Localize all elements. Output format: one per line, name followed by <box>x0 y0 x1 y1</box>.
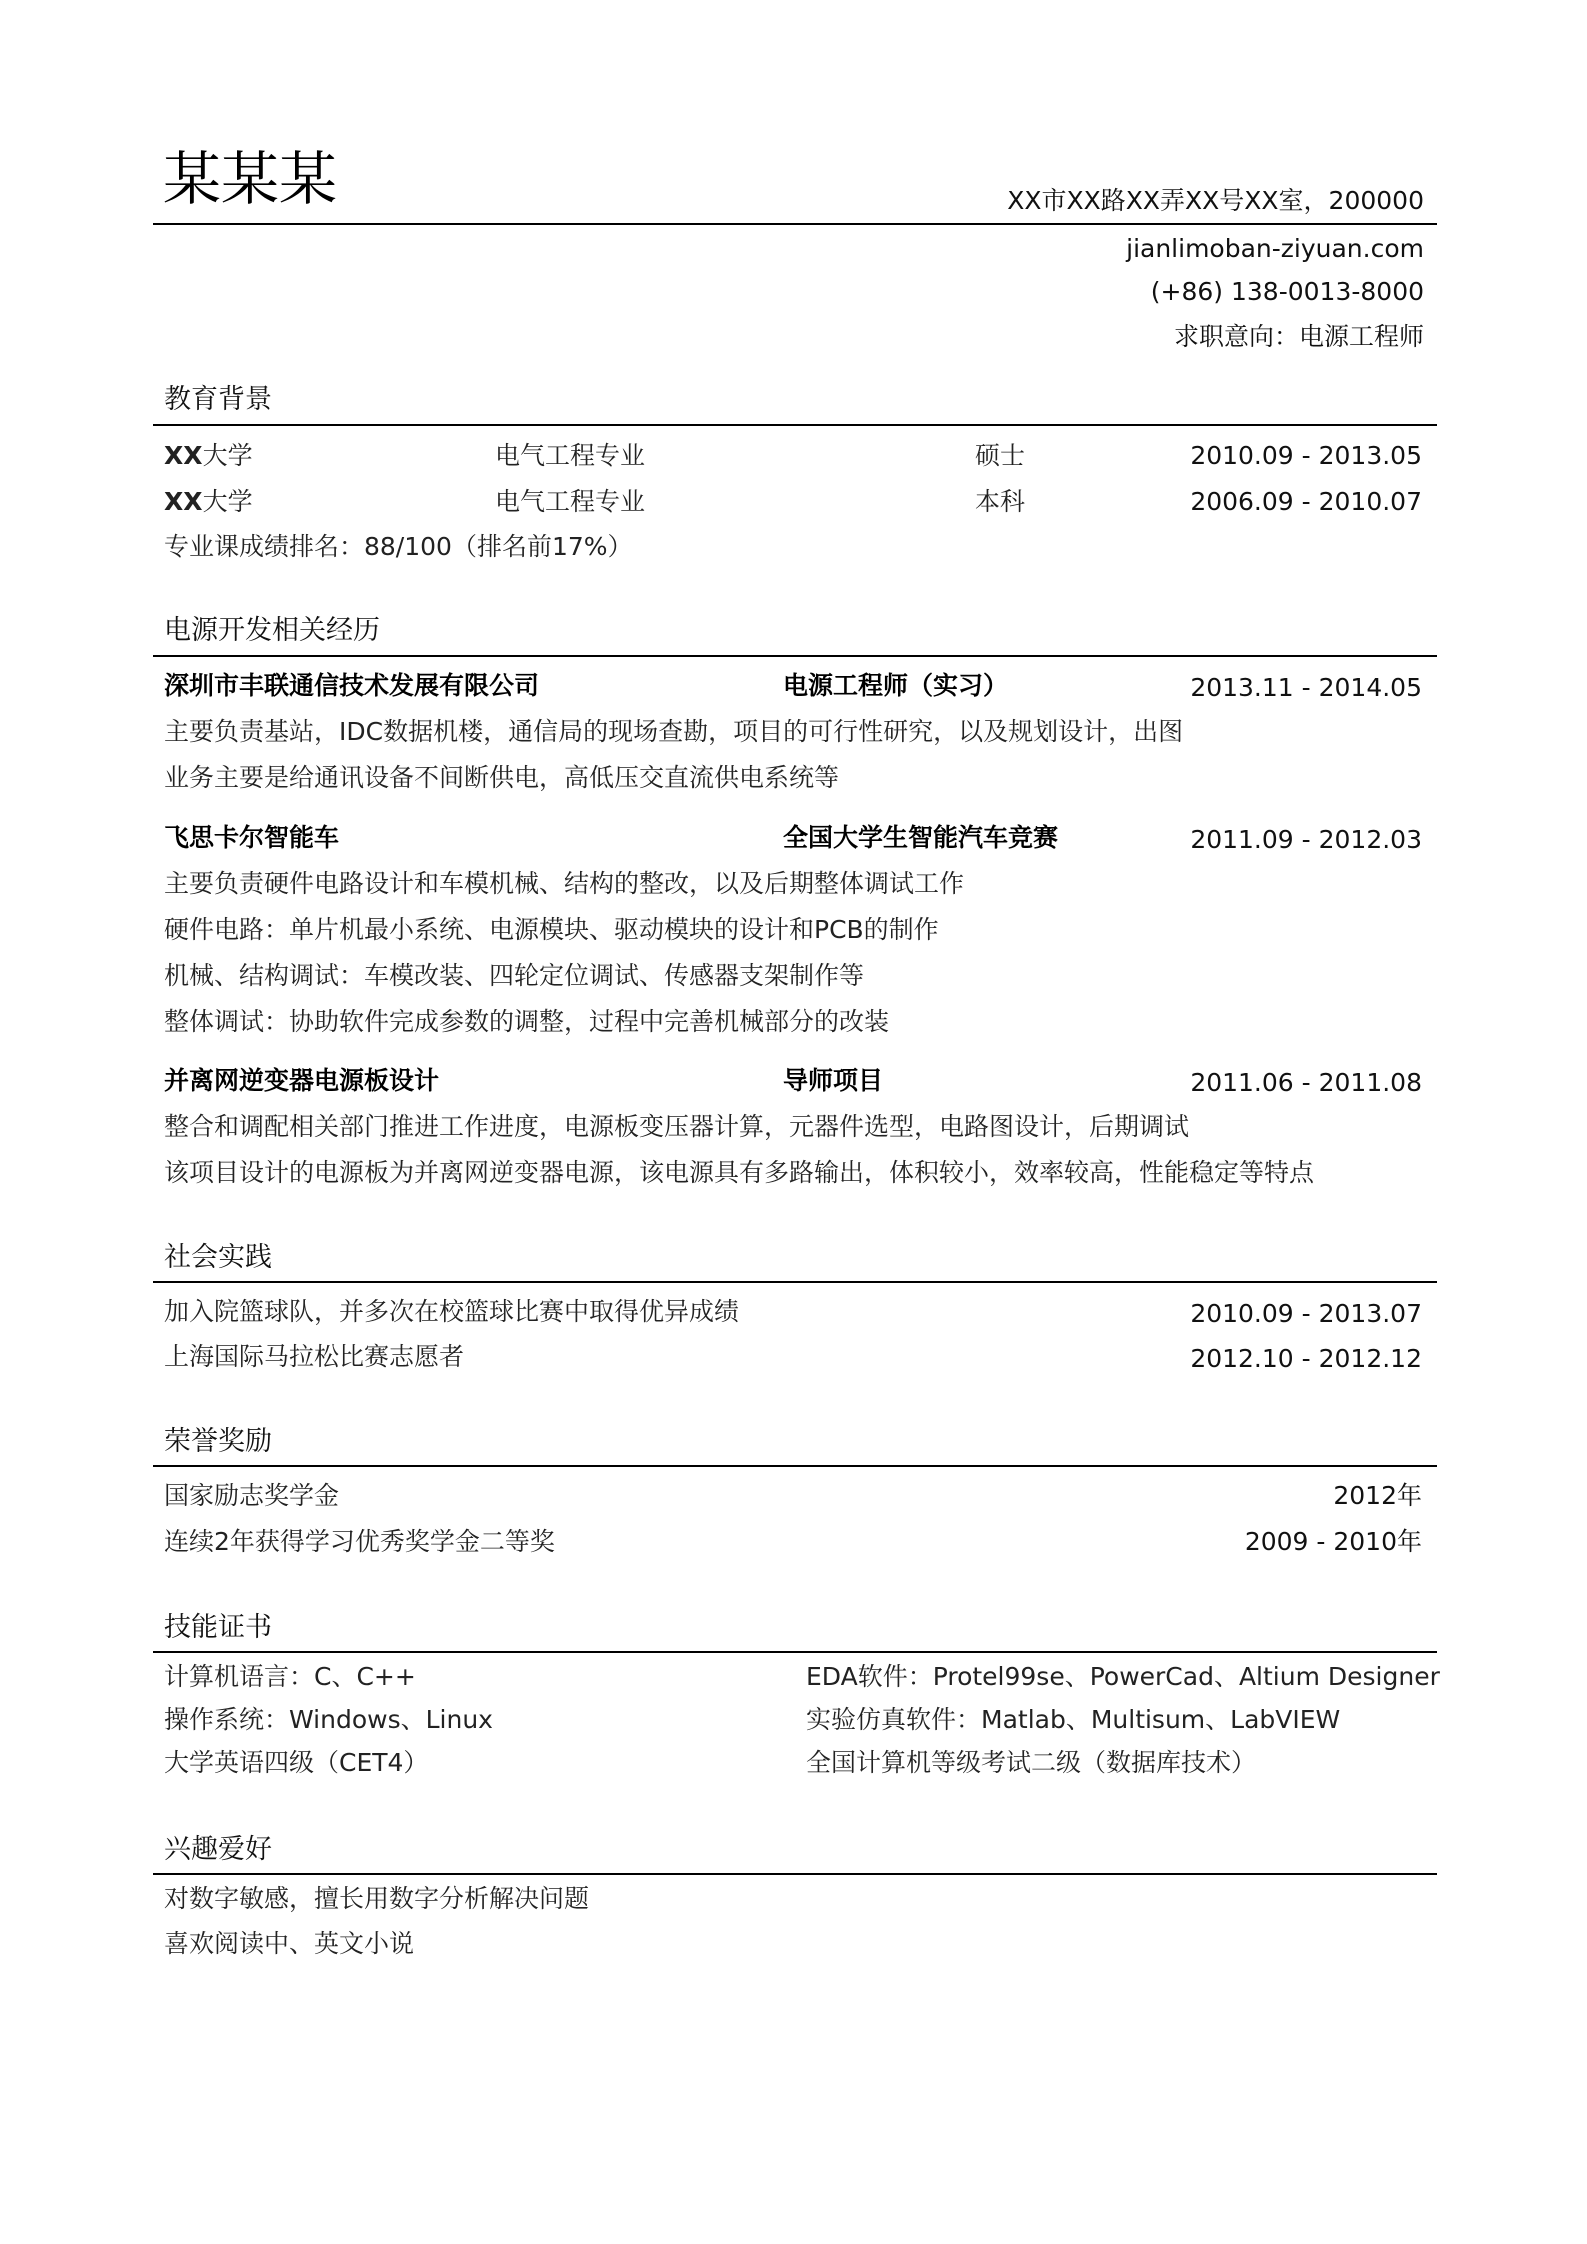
education-dates: 2006.09 - 2010.07 <box>1190 487 1422 516</box>
award-name: 连续2年获得学习优秀奖学金二等奖 <box>164 1527 555 1556</box>
experience-role: 导师项目 <box>783 1066 884 1095</box>
section-title-skills: 技能证书 <box>164 1612 272 1643</box>
section-title-social: 社会实践 <box>164 1242 272 1273</box>
experience-dates: 2011.06 - 2011.08 <box>1190 1068 1422 1097</box>
major: 电气工程专业 <box>495 441 646 470</box>
experience-role: 全国大学生智能汽车竞赛 <box>783 823 1059 852</box>
skills-divider <box>153 1651 1437 1653</box>
experience-org: 深圳市丰联通信技术发展有限公司 <box>164 671 540 700</box>
section-title-hobbies: 兴趣爱好 <box>164 1834 272 1865</box>
experience-detail: 业务主要是给通讯设备不间断供电，高低压交直流供电系统等 <box>164 763 840 792</box>
school-prefix: XX <box>164 441 203 470</box>
skill-item: 全国计算机等级考试二级（数据库技术） <box>806 1748 1257 1777</box>
experience-detail: 硬件电路：单片机最小系统、电源模块、驱动模块的设计和PCB的制作 <box>164 915 939 944</box>
phone-number: (+86) 138-0013-8000 <box>1150 277 1424 306</box>
awards-divider <box>153 1465 1437 1467</box>
hobby-item: 对数字敏感，擅长用数字分析解决问题 <box>164 1884 590 1913</box>
experience-dates: 2011.09 - 2012.03 <box>1190 825 1422 854</box>
school-prefix: XX <box>164 487 203 516</box>
section-title-experience: 电源开发相关经历 <box>164 615 380 646</box>
hobbies-divider <box>153 1873 1437 1875</box>
social-dates: 2012.10 - 2012.12 <box>1190 1344 1422 1373</box>
experience-divider <box>153 655 1437 657</box>
skill-item: EDA软件：Protel99se、PowerCad、Altium Designer <box>806 1662 1440 1691</box>
experience-detail: 整体调试：协助软件完成参数的调整，过程中完善机械部分的改装 <box>164 1007 890 1036</box>
degree: 硕士 <box>975 441 1026 470</box>
website-link[interactable]: jianlimoban-ziyuan.com <box>1126 234 1424 263</box>
experience-detail: 该项目设计的电源板为并离网逆变器电源，该电源具有多路输出，体积较小，效率较高，性能稳定等特点 <box>164 1158 1315 1187</box>
major: 电气工程专业 <box>495 487 646 516</box>
school-name <box>164 489 253 514</box>
skill-item: 大学英语四级（CET4） <box>164 1748 429 1777</box>
course-ranking: 专业课成绩排名：88/100（排名前17%） <box>164 532 633 561</box>
experience-dates: 2013.11 - 2014.05 <box>1190 673 1422 702</box>
experience-org: 飞思卡尔智能车 <box>164 823 340 852</box>
social-activity: 加入院篮球队，并多次在校篮球比赛中取得优异成绩 <box>164 1297 740 1326</box>
job-objective: 求职意向：电源工程师 <box>1173 322 1424 351</box>
experience-org: 并离网逆变器电源板设计 <box>164 1066 440 1095</box>
experience-role: 电源工程师（实习） <box>783 671 1009 700</box>
experience-detail: 整合和调配相关部门推进工作进度，电源板变压器计算，元器件选型，电路图设计，后期调试 <box>164 1112 1190 1141</box>
school-name <box>164 443 253 468</box>
award-date: 2009 - 2010年 <box>1244 1527 1422 1556</box>
experience-detail: 机械、结构调试：车模改装、四轮定位调试、传感器支架制作等 <box>164 961 865 990</box>
skill-item: 操作系统：Windows、Linux <box>164 1705 493 1734</box>
school-suffix: 大学 <box>202 487 253 516</box>
school-suffix: 大学 <box>202 441 253 470</box>
experience-detail: 主要负责硬件电路设计和车模机械、结构的整改，以及后期整体调试工作 <box>164 869 965 898</box>
section-title-awards: 荣誉奖励 <box>164 1426 272 1457</box>
header-divider <box>153 223 1437 225</box>
social-dates: 2010.09 - 2013.07 <box>1190 1299 1422 1328</box>
section-title-education: 教育背景 <box>164 384 272 415</box>
education-dates: 2010.09 - 2013.05 <box>1190 441 1422 470</box>
skill-item: 实验仿真软件：Matlab、Multisum、LabVIEW <box>806 1705 1341 1734</box>
candidate-name: 某某某 <box>163 145 338 213</box>
award-name: 国家励志奖学金 <box>164 1481 340 1510</box>
education-divider <box>153 424 1437 426</box>
social-divider <box>153 1281 1437 1283</box>
skill-item: 计算机语言：C、C++ <box>164 1662 416 1691</box>
hobby-item: 喜欢阅读中、英文小说 <box>164 1929 415 1958</box>
award-date: 2012年 <box>1333 1481 1422 1510</box>
address: XX市XX路XX弄XX号XX室，200000 <box>1007 186 1424 215</box>
experience-detail: 主要负责基站，IDC数据机楼，通信局的现场查勘，项目的可行性研究，以及规划设计，出图 <box>164 717 1184 746</box>
degree: 本科 <box>975 487 1026 516</box>
social-activity: 上海国际马拉松比赛志愿者 <box>164 1342 465 1371</box>
